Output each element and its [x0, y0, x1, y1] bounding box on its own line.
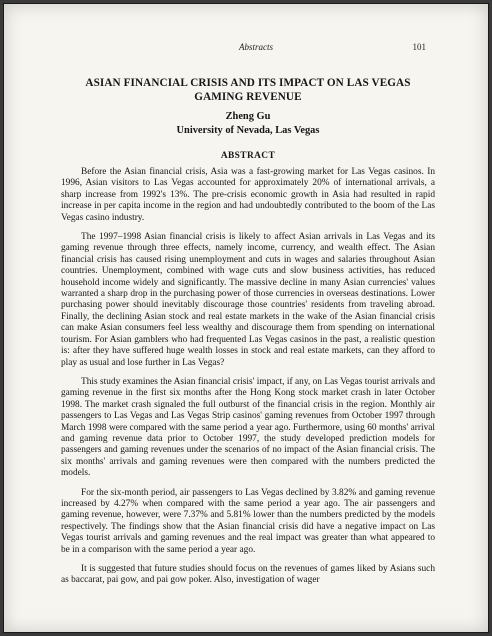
abstract-paragraph-1: Before the Asian financial crisis, Asia was a fast-growing market for Las Vegas casinos. In 1996, Asian visitors to Las Vegas accounted for approximately 20% of international arrivals, a sharp increase from 1992's 13%. The pre-crisis economic growth in Asia had resulted in rapid increase in per capita income in the region and had undoubtedly contributed to the boom of the Las Vegas casino industry. — [61, 167, 435, 223]
abstract-heading: ABSTRACT — [220, 151, 276, 161]
page — [3, 3, 489, 633]
article-title: ASIAN FINANCIAL CRISIS AND ITS IMPACT ON LAS VEGAS GAMING REVENUE — [85, 77, 411, 103]
article-body — [61, 76, 435, 595]
author-affiliation: University of Nevada, Las Vegas — [176, 125, 320, 136]
abstract-paragraph-4: For the six-month period, air passengers to Las Vegas declined by 3.82% and gaming revenue increased by 4.27% when compared with the same period a year ago. The air passengers and gaming revenue, however, were 7.37% and 5.81% lower than the numbers predicted by the models respectively. The findings show that the Asian financial crisis did have a negative impact on Las Vegas tourist arrivals and gaming revenues and the real impact was greater than what appeared to be in a comparison with the same period a year ago. — [61, 487, 435, 555]
author-name: Zheng Gu — [225, 111, 271, 122]
running-head-section: Abstracts — [239, 42, 274, 52]
abstract-paragraph-2: The 1997–1998 Asian financial crisis is likely to affect Asian arrivals in Las Vegas and its gaming revenue through three effects, namely income, currency, and wealth effect. The Asian financial crisis has caused rising unemployment and cuts in wages and salaries throughout Asian countries. Unemployment, combined with wage cuts and slow business activities, has reduced household income widely and significantly. The massive decline in many Asian currencies' values warranted a sharp drop in the purchasing power of those currencies in overseas destinations. Lower purchasing power should inevitably discourage those countries' residents from traveling abroad. Finally, the declining Asian stock and real estate markets in the wake of the Asian financial crisis can make Asian consumers feel less wealthy and discourage them from spending on international tourism. For Asian gamblers who had frequented Las Vegas casinos in the past, a realistic question is: after they have suffered huge wealth losses in stock and real estate markets, can they afford to play as usual and lose further in Las Vegas? — [61, 232, 435, 368]
abstract-paragraph-5: It is suggested that future studies should focus on the revenues of games liked by Asians such as baccarat, pai gow, and pai gow poker. Also, investigation of wager — [61, 564, 435, 586]
abstract-paragraph-3: This study examines the Asian financial crisis' impact, if any, on Las Vegas tourist arrivals and gaming revenue in the first six months after the Hong Kong stock market crash in later October 1998. The market crash signaled the full outburst of the financial crisis in the region. Monthly air passengers to Las Vegas and Las Vegas Strip casinos' gaming revenues from October 1997 through March 1998 were compared with the same period a year ago. Furthermore, using 60 months' arrival and gaming revenue data prior to October 1997, the study developed prediction models for passengers and gaming revenues under the scenarios of no impact of the Asian financial crisis. The six months' arrivals and gaming revenues were then compared with the numbers predicted the models. — [61, 376, 435, 479]
running-head — [64, 42, 426, 56]
page-number: 101 — [412, 42, 426, 52]
